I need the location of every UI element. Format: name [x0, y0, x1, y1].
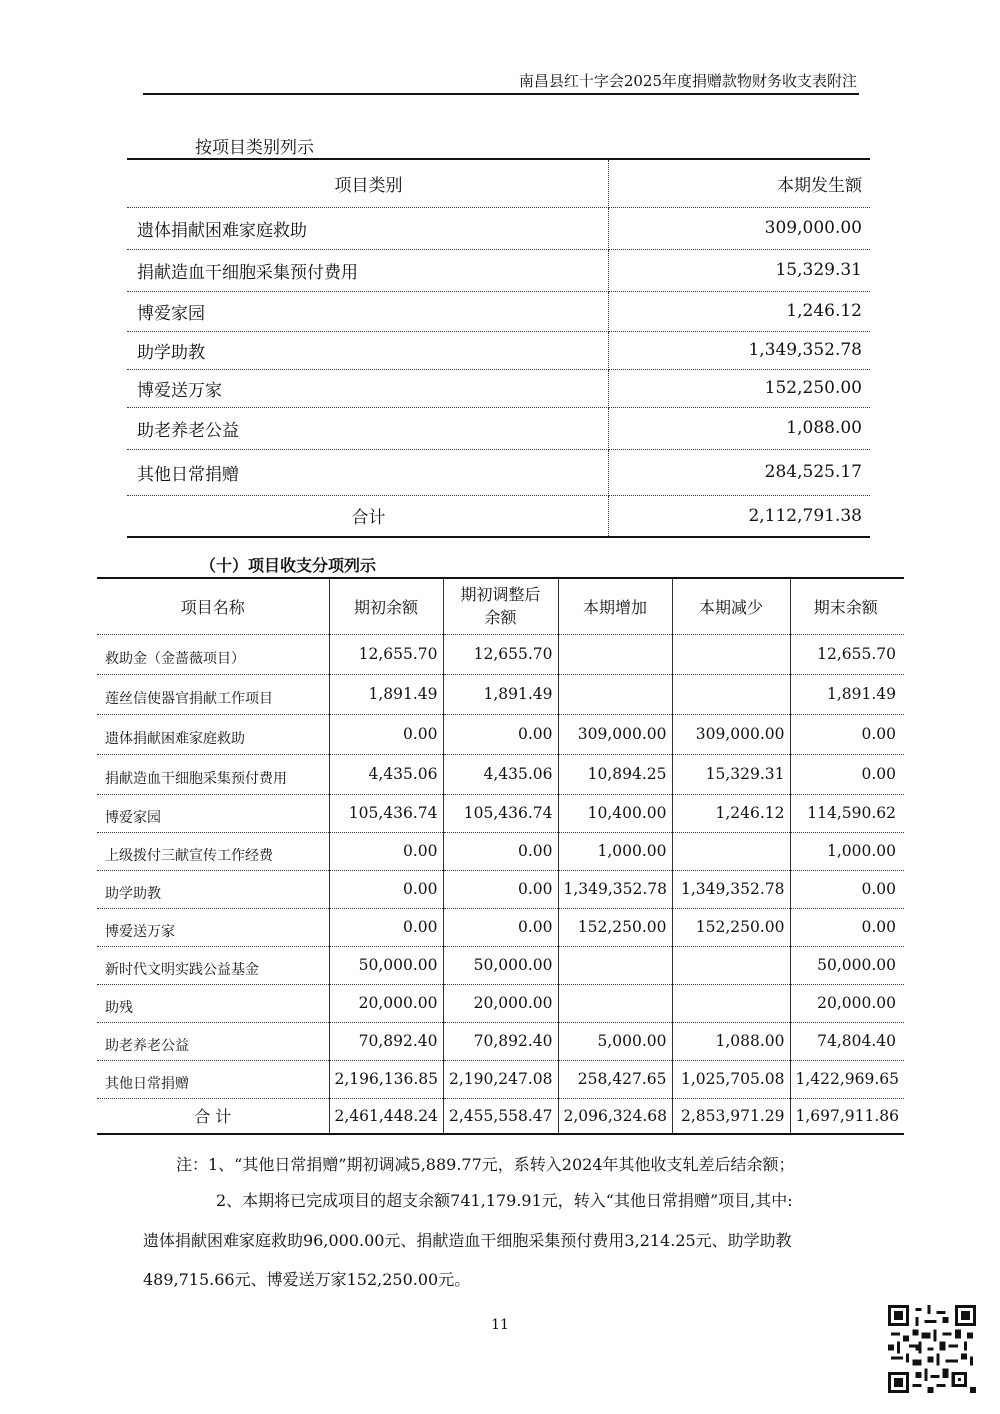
- table1-title: 按项目类别列示: [195, 138, 314, 158]
- opening-balance: 70,892.40: [329, 1022, 443, 1060]
- table-header-row: [97, 578, 904, 634]
- section-title: （十）项目收支分项列示: [200, 556, 377, 575]
- increase: [558, 984, 672, 1022]
- table-row: [127, 249, 870, 291]
- total-adjusted: 2,455,558.47: [443, 1098, 558, 1134]
- total-label: 合 计: [97, 1098, 329, 1134]
- increase: 10,400.00: [558, 794, 672, 832]
- category-name: 博爱送万家: [127, 369, 609, 407]
- project-name: 博爱送万家: [97, 908, 329, 946]
- increase: [558, 946, 672, 984]
- closing-balance: 50,000.00: [790, 946, 904, 984]
- closing-balance: 1,422,969.65: [790, 1060, 904, 1098]
- table-row: [97, 754, 904, 794]
- category-amount: 1,246.12: [609, 291, 871, 331]
- opening-balance: 1,891.49: [329, 674, 443, 714]
- adjusted-balance: 105,436.74: [443, 794, 558, 832]
- table-row: [97, 984, 904, 1022]
- decrease: 309,000.00: [672, 714, 790, 754]
- increase: 1,349,352.78: [558, 870, 672, 908]
- note-line-4: 489,715.66元、博爱送万家152,250.00元。: [143, 1270, 471, 1289]
- column-header: 本期发生额: [609, 159, 871, 207]
- project-name: 助残: [97, 984, 329, 1022]
- adjusted-balance: 0.00: [443, 714, 558, 754]
- project-name: 新时代文明实践公益基金: [97, 946, 329, 984]
- opening-balance: 50,000.00: [329, 946, 443, 984]
- document-header: 南昌县红十字会2025年度捐赠款物财务收支表附注: [518, 72, 857, 90]
- adjusted-balance: 50,000.00: [443, 946, 558, 984]
- increase: 5,000.00: [558, 1022, 672, 1060]
- total-amount: 2,112,791.38: [609, 495, 871, 537]
- decrease: [672, 674, 790, 714]
- decrease: [672, 946, 790, 984]
- table-total-row: [97, 1098, 904, 1134]
- decrease: 1,349,352.78: [672, 870, 790, 908]
- column-header: [443, 578, 558, 634]
- category-amount: 15,329.31: [609, 249, 871, 291]
- decrease: 1,246.12: [672, 794, 790, 832]
- category-amount: 152,250.00: [609, 369, 871, 407]
- note-line-1: 注：1、“其他日常捐赠”期初调减5,889.77元，系转入2024年其他收支轧差后结余额；: [176, 1155, 795, 1174]
- total-increase: 2,096,324.68: [558, 1098, 672, 1134]
- table-row: [97, 1022, 904, 1060]
- increase: [558, 674, 672, 714]
- adjusted-balance: 4,435.06: [443, 754, 558, 794]
- adjusted-balance: 0.00: [443, 832, 558, 870]
- category-amount: 284,525.17: [609, 449, 871, 495]
- total-decrease: 2,853,971.29: [672, 1098, 790, 1134]
- project-name: 博爱家园: [97, 794, 329, 832]
- adjusted-balance: 20,000.00: [443, 984, 558, 1022]
- category-amount: 1,088.00: [609, 407, 871, 449]
- category-amount: 1,349,352.78: [609, 331, 871, 369]
- column-header: 项目名称: [97, 578, 329, 634]
- opening-balance: 4,435.06: [329, 754, 443, 794]
- adjusted-balance: 12,655.70: [443, 634, 558, 674]
- table-row: [97, 908, 904, 946]
- table-header-row: [127, 159, 870, 207]
- total-opening: 2,461,448.24: [329, 1098, 443, 1134]
- closing-balance: 1,000.00: [790, 832, 904, 870]
- opening-balance: 0.00: [329, 832, 443, 870]
- category-name: 其他日常捐赠: [127, 449, 609, 495]
- project-name: 莲丝信使器官捐献工作项目: [97, 674, 329, 714]
- increase: 309,000.00: [558, 714, 672, 754]
- opening-balance: 0.00: [329, 714, 443, 754]
- project-name: 遗体捐献困难家庭救助: [97, 714, 329, 754]
- table-row: [97, 832, 904, 870]
- closing-balance: 1,891.49: [790, 674, 904, 714]
- decrease: 15,329.31: [672, 754, 790, 794]
- opening-balance: 0.00: [329, 908, 443, 946]
- project-name: 上级拨付三献宣传工作经费: [97, 832, 329, 870]
- opening-balance: 105,436.74: [329, 794, 443, 832]
- increase: [558, 634, 672, 674]
- project-name: 捐献造血干细胞采集预付费用: [97, 754, 329, 794]
- table-row: [127, 369, 870, 407]
- decrease: [672, 984, 790, 1022]
- decrease: [672, 832, 790, 870]
- table-row: [97, 870, 904, 908]
- column-header: 期末余额: [790, 578, 904, 634]
- project-name: 助学助教: [97, 870, 329, 908]
- adjusted-balance: 70,892.40: [443, 1022, 558, 1060]
- project-name: 其他日常捐赠: [97, 1060, 329, 1098]
- opening-balance: 0.00: [329, 870, 443, 908]
- category-name: 遗体捐献困难家庭救助: [127, 207, 609, 249]
- adjusted-balance: 0.00: [443, 908, 558, 946]
- table-row: [97, 674, 904, 714]
- table-row: [127, 331, 870, 369]
- closing-balance: 20,000.00: [790, 984, 904, 1022]
- table-row: [127, 407, 870, 449]
- category-name: 助学助教: [127, 331, 609, 369]
- header-text: 期初调整后余额: [460, 585, 541, 628]
- table-row: [127, 207, 870, 249]
- note-line-2: 2、本期将已完成项目的超支余额741,179.91元，转入“其他日常捐赠”项目,其中:: [216, 1191, 793, 1210]
- decrease: 1,025,705.08: [672, 1060, 790, 1098]
- table-row: [97, 714, 904, 754]
- opening-balance: 20,000.00: [329, 984, 443, 1022]
- note-line-3: 遗体捐献困难家庭救助96,000.00元、捐献造血干细胞采集预付费用3,214.25元、助学助教: [143, 1231, 792, 1250]
- decrease: 152,250.00: [672, 908, 790, 946]
- closing-balance: 74,804.40: [790, 1022, 904, 1060]
- opening-balance: 2,196,136.85: [329, 1060, 443, 1098]
- header-divider: [143, 93, 859, 95]
- increase: 10,894.25: [558, 754, 672, 794]
- closing-balance: 0.00: [790, 714, 904, 754]
- table-row: [97, 946, 904, 984]
- table-row: [97, 794, 904, 832]
- table-row: [127, 449, 870, 495]
- column-header: 本期增加: [558, 578, 672, 634]
- decrease: 1,088.00: [672, 1022, 790, 1060]
- category-name: 捐献造血干细胞采集预付费用: [127, 249, 609, 291]
- qr-code-icon: [888, 1305, 976, 1393]
- opening-balance: 12,655.70: [329, 634, 443, 674]
- page-number: 11: [491, 1317, 509, 1333]
- table-total-row: [127, 495, 870, 537]
- column-header: 项目类别: [127, 159, 609, 207]
- total-label: 合计: [127, 495, 609, 537]
- increase: 258,427.65: [558, 1060, 672, 1098]
- closing-balance: 114,590.62: [790, 794, 904, 832]
- category-name: 助老养老公益: [127, 407, 609, 449]
- closing-balance: 0.00: [790, 908, 904, 946]
- table-row: [127, 291, 870, 331]
- category-name: 博爱家园: [127, 291, 609, 331]
- column-header: 本期减少: [672, 578, 790, 634]
- table-row: [97, 634, 904, 674]
- adjusted-balance: 0.00: [443, 870, 558, 908]
- category-amount: 309,000.00: [609, 207, 871, 249]
- table-row: [97, 1060, 904, 1098]
- closing-balance: 12,655.70: [790, 634, 904, 674]
- project-name: 救助金（金蔷薇项目）: [97, 634, 329, 674]
- adjusted-balance: 1,891.49: [443, 674, 558, 714]
- closing-balance: 0.00: [790, 754, 904, 794]
- closing-balance: 0.00: [790, 870, 904, 908]
- column-header: 期初余额: [329, 578, 443, 634]
- decrease: [672, 634, 790, 674]
- adjusted-balance: 2,190,247.08: [443, 1060, 558, 1098]
- project-table: [97, 577, 904, 1135]
- project-name: 助老养老公益: [97, 1022, 329, 1060]
- category-table: [127, 158, 870, 538]
- increase: 1,000.00: [558, 832, 672, 870]
- increase: 152,250.00: [558, 908, 672, 946]
- total-closing: 1,697,911.86: [790, 1098, 904, 1134]
